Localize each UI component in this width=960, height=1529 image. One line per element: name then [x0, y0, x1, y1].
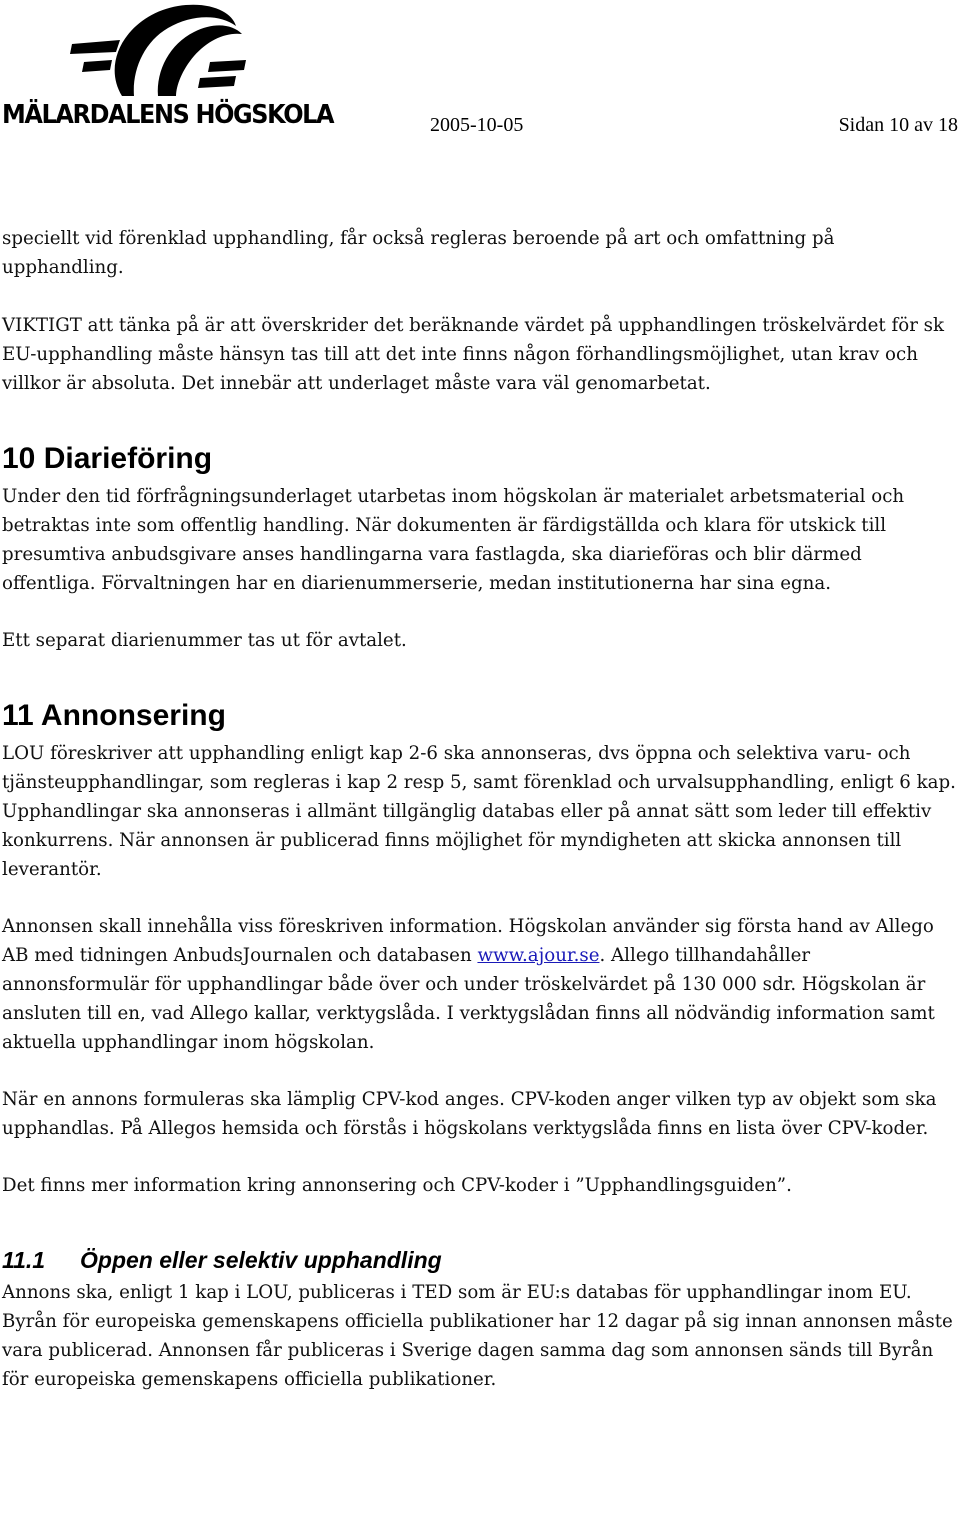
document-body	[2, 224, 958, 1394]
intro-paragraph-1: speciellt vid förenklad upphandling, får också regleras beroende på art och omfattning på upphandling.	[2, 228, 835, 278]
section-11-paragraph-4: Det finns mer information kring annonsering och CPV-koder i ”Upphandlingsguiden”.	[2, 1175, 792, 1196]
intro-paragraph-2: VIKTIGT att tänka på är att överskrider det beräknande värdet på upphandlingen tröskelvärdet för sk EU-upphandling måste hänsyn tas till att det inte finns någon förhandlingsmöjlighet, utan krav och villkor är absoluta. Det innebär att underlaget måste vara väl genomarbetat.	[2, 315, 945, 394]
section-11-1-paragraph-1: Annons ska, enligt 1 kap i LOU, publiceras i TED som är EU:s databas för upphandlingar inom EU. Byrån för europeiska gemenskapens officiella publikationer har 12 dagar på sig innan annonsen måste vara publicerad. Annonsen får publiceras i Sverige dagen samma dag som annonsen sänds till Byrån för europeiska gemenskapens officiella publikationer.	[2, 1282, 953, 1390]
paragraph-text: . Allego tillhandahåller annonsformulär för upphandlingar både över och under tröskelvärdet på 130 000 sdr. Högskolan är ansluten till en, vad Allego kallar, verktygslåda. I verktygslådan finns all nödvändig information samt aktuella upphandlingar inom högskolan.	[2, 945, 935, 1053]
ajour-link[interactable]: www.ajour.se	[477, 945, 600, 966]
section-10-paragraph-1: Under den tid förfrågningsunderlaget utarbetas inom högskolan är materialet arbetsmaterial och betraktas inte som offentlig handling. När dokumenten är färdigställda och klara för utskick till presumtiva anbudsgivare anses handlingarna vara fastlagda, ska diarieföras och blir därmed offentliga. Förvaltningen har en diarienummerserie, medan institutionerna har sina egna.	[2, 486, 905, 594]
section-10-heading: 10 Diarieföring	[2, 442, 213, 475]
section-10-paragraph-2: Ett separat diarienummer tas ut för avtalet.	[2, 630, 407, 651]
section-11-paragraph-2	[2, 912, 958, 1057]
page-header	[0, 0, 960, 140]
university-name-logo: MÄLARDALENS HÖGSKOLA	[2, 100, 334, 130]
section-number: 11.1	[2, 1247, 46, 1273]
paragraph-text: Annonsen skall innehålla viss föreskriven information. Högskolan använder sig första hand av Allego AB med tidningen AnbudsJournalen och databasen	[2, 916, 934, 966]
section-11-1-heading	[2, 1246, 958, 1274]
section-11-paragraph-1: LOU föreskriver att upphandling enligt kap 2-6 ska annonseras, dvs öppna och selektiva varu- och tjänsteupphandlingar, som regleras i kap 2 resp 5, samt förenklad och urvalsupphandling, enligt 6 kap. Upphandlingar ska annonseras i allmänt tillgänglig databas eller på annat sätt som leder till effektiv konkurrens. När annonsen är publicerad finns möjlighet för myndigheten att skicka annonsen till leverantör.	[2, 743, 956, 880]
page-number: Sidan 10 av 18	[838, 114, 958, 136]
section-11-heading: 11 Annonsering	[2, 699, 226, 732]
university-logo-icon	[60, 0, 250, 102]
header-date: 2005-10-05	[430, 114, 524, 136]
section-title: Öppen eller selektiv upphandling	[80, 1247, 442, 1273]
section-11-paragraph-3: När en annons formuleras ska lämplig CPV-kod anges. CPV-koden anger vilken typ av objekt som ska upphandlas. På Allegos hemsida och förstås i högskolans verktygslåda finns en lista över CPV-koder.	[2, 1089, 937, 1139]
